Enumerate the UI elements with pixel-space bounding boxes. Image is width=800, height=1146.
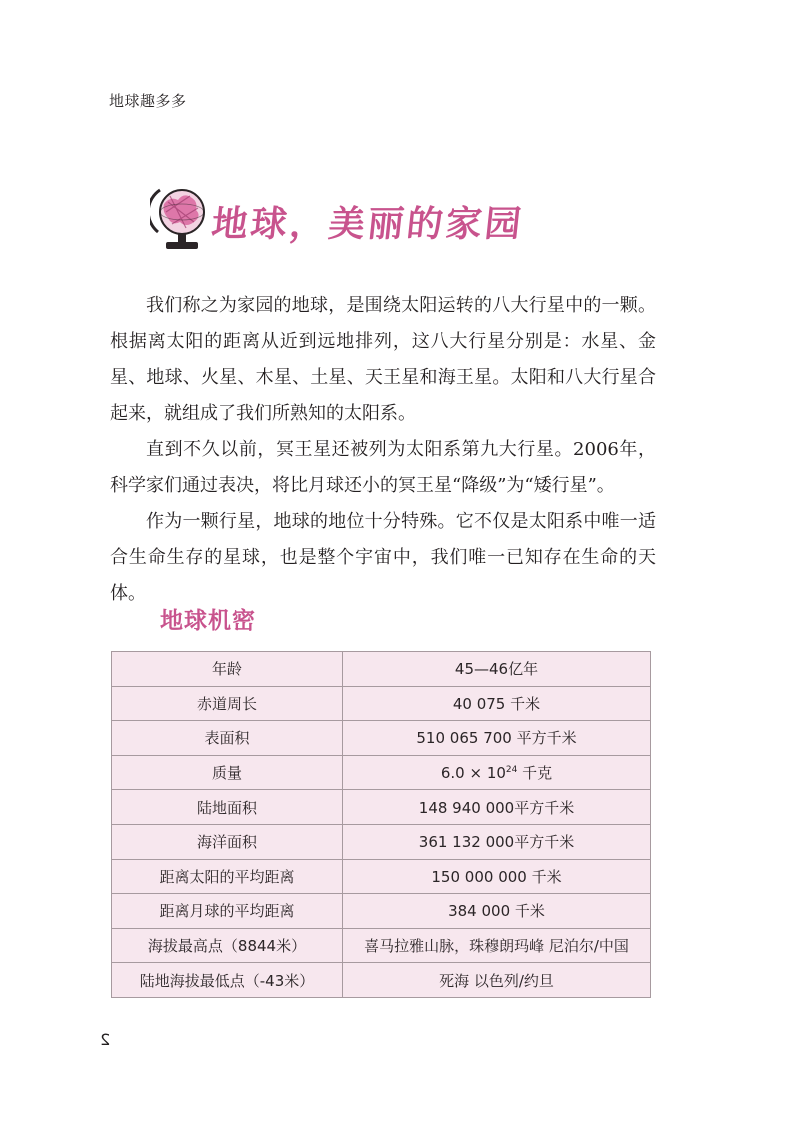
table-row	[112, 721, 651, 756]
fact-label: 赤道周长	[112, 686, 343, 721]
table-row	[112, 894, 651, 929]
fact-label: 表面积	[112, 721, 343, 756]
fact-label: 距离月球的平均距离	[112, 894, 343, 929]
globe-icon	[150, 182, 212, 254]
page-number: 2	[100, 1030, 111, 1049]
fact-label: 海拔最高点（8844米）	[112, 928, 343, 963]
table-row	[112, 790, 651, 825]
fact-value: 361 132 000平方千米	[343, 824, 651, 859]
fact-value: 148 940 000平方千米	[343, 790, 651, 825]
fact-label: 年龄	[112, 652, 343, 687]
fact-label: 陆地面积	[112, 790, 343, 825]
table-row	[112, 824, 651, 859]
body-text	[110, 288, 656, 612]
fact-value: 384 000 千米	[343, 894, 651, 929]
mass-exponent: 24	[505, 765, 518, 776]
table-row	[112, 686, 651, 721]
paragraph: 作为一颗行星，地球的地位十分特殊。它不仅是太阳系中唯一适合生命生存的星球，也是整个宇宙中，我们唯一已知存在生命的天体。	[110, 511, 656, 604]
fact-value: 喜马拉雅山脉，珠穆朗玛峰 尼泊尔/中国	[343, 928, 651, 963]
facts-section-title: 地球机密	[160, 608, 256, 634]
fact-value	[343, 755, 651, 790]
mass-mantissa: 6.0 × 10	[440, 764, 506, 783]
fact-value: 45—46亿年	[343, 652, 651, 687]
chapter-title: 地球，美丽的家园	[209, 204, 526, 245]
table-row	[112, 928, 651, 963]
table-row	[112, 963, 651, 998]
fact-value: 150 000 000 千米	[343, 859, 651, 894]
running-header: 地球趣多多	[109, 92, 187, 110]
fact-label: 陆地海拔最低点（-43米）	[112, 963, 343, 998]
fact-label: 距离太阳的平均距离	[112, 859, 343, 894]
fact-label: 质量	[112, 755, 343, 790]
earth-facts-table	[111, 651, 651, 998]
fact-value: 510 065 700 平方千米	[343, 721, 651, 756]
paragraph: 我们称之为家园的地球，是围绕太阳运转的八大行星中的一颗。根据离太阳的距离从近到远地排列，这八大行星分别是：水星、金星、地球、火星、木星、土星、天王星和海王星。太阳和八大行星合起来，就组成了我们所熟知的太阳系。	[110, 295, 656, 424]
paragraph: 直到不久以前，冥王星还被列为太阳系第九大行星。2006年，科学家们通过表决，将比月球还小的冥王星“降级”为“矮行星”。	[110, 439, 656, 496]
table-row	[112, 755, 651, 790]
mass-unit: 千克	[517, 764, 553, 783]
fact-value: 40 075 千米	[343, 686, 651, 721]
fact-value: 死海 以色列/约旦	[343, 963, 651, 998]
chapter-heading	[150, 180, 670, 270]
fact-label: 海洋面积	[112, 824, 343, 859]
table-row	[112, 859, 651, 894]
table-row	[112, 652, 651, 687]
